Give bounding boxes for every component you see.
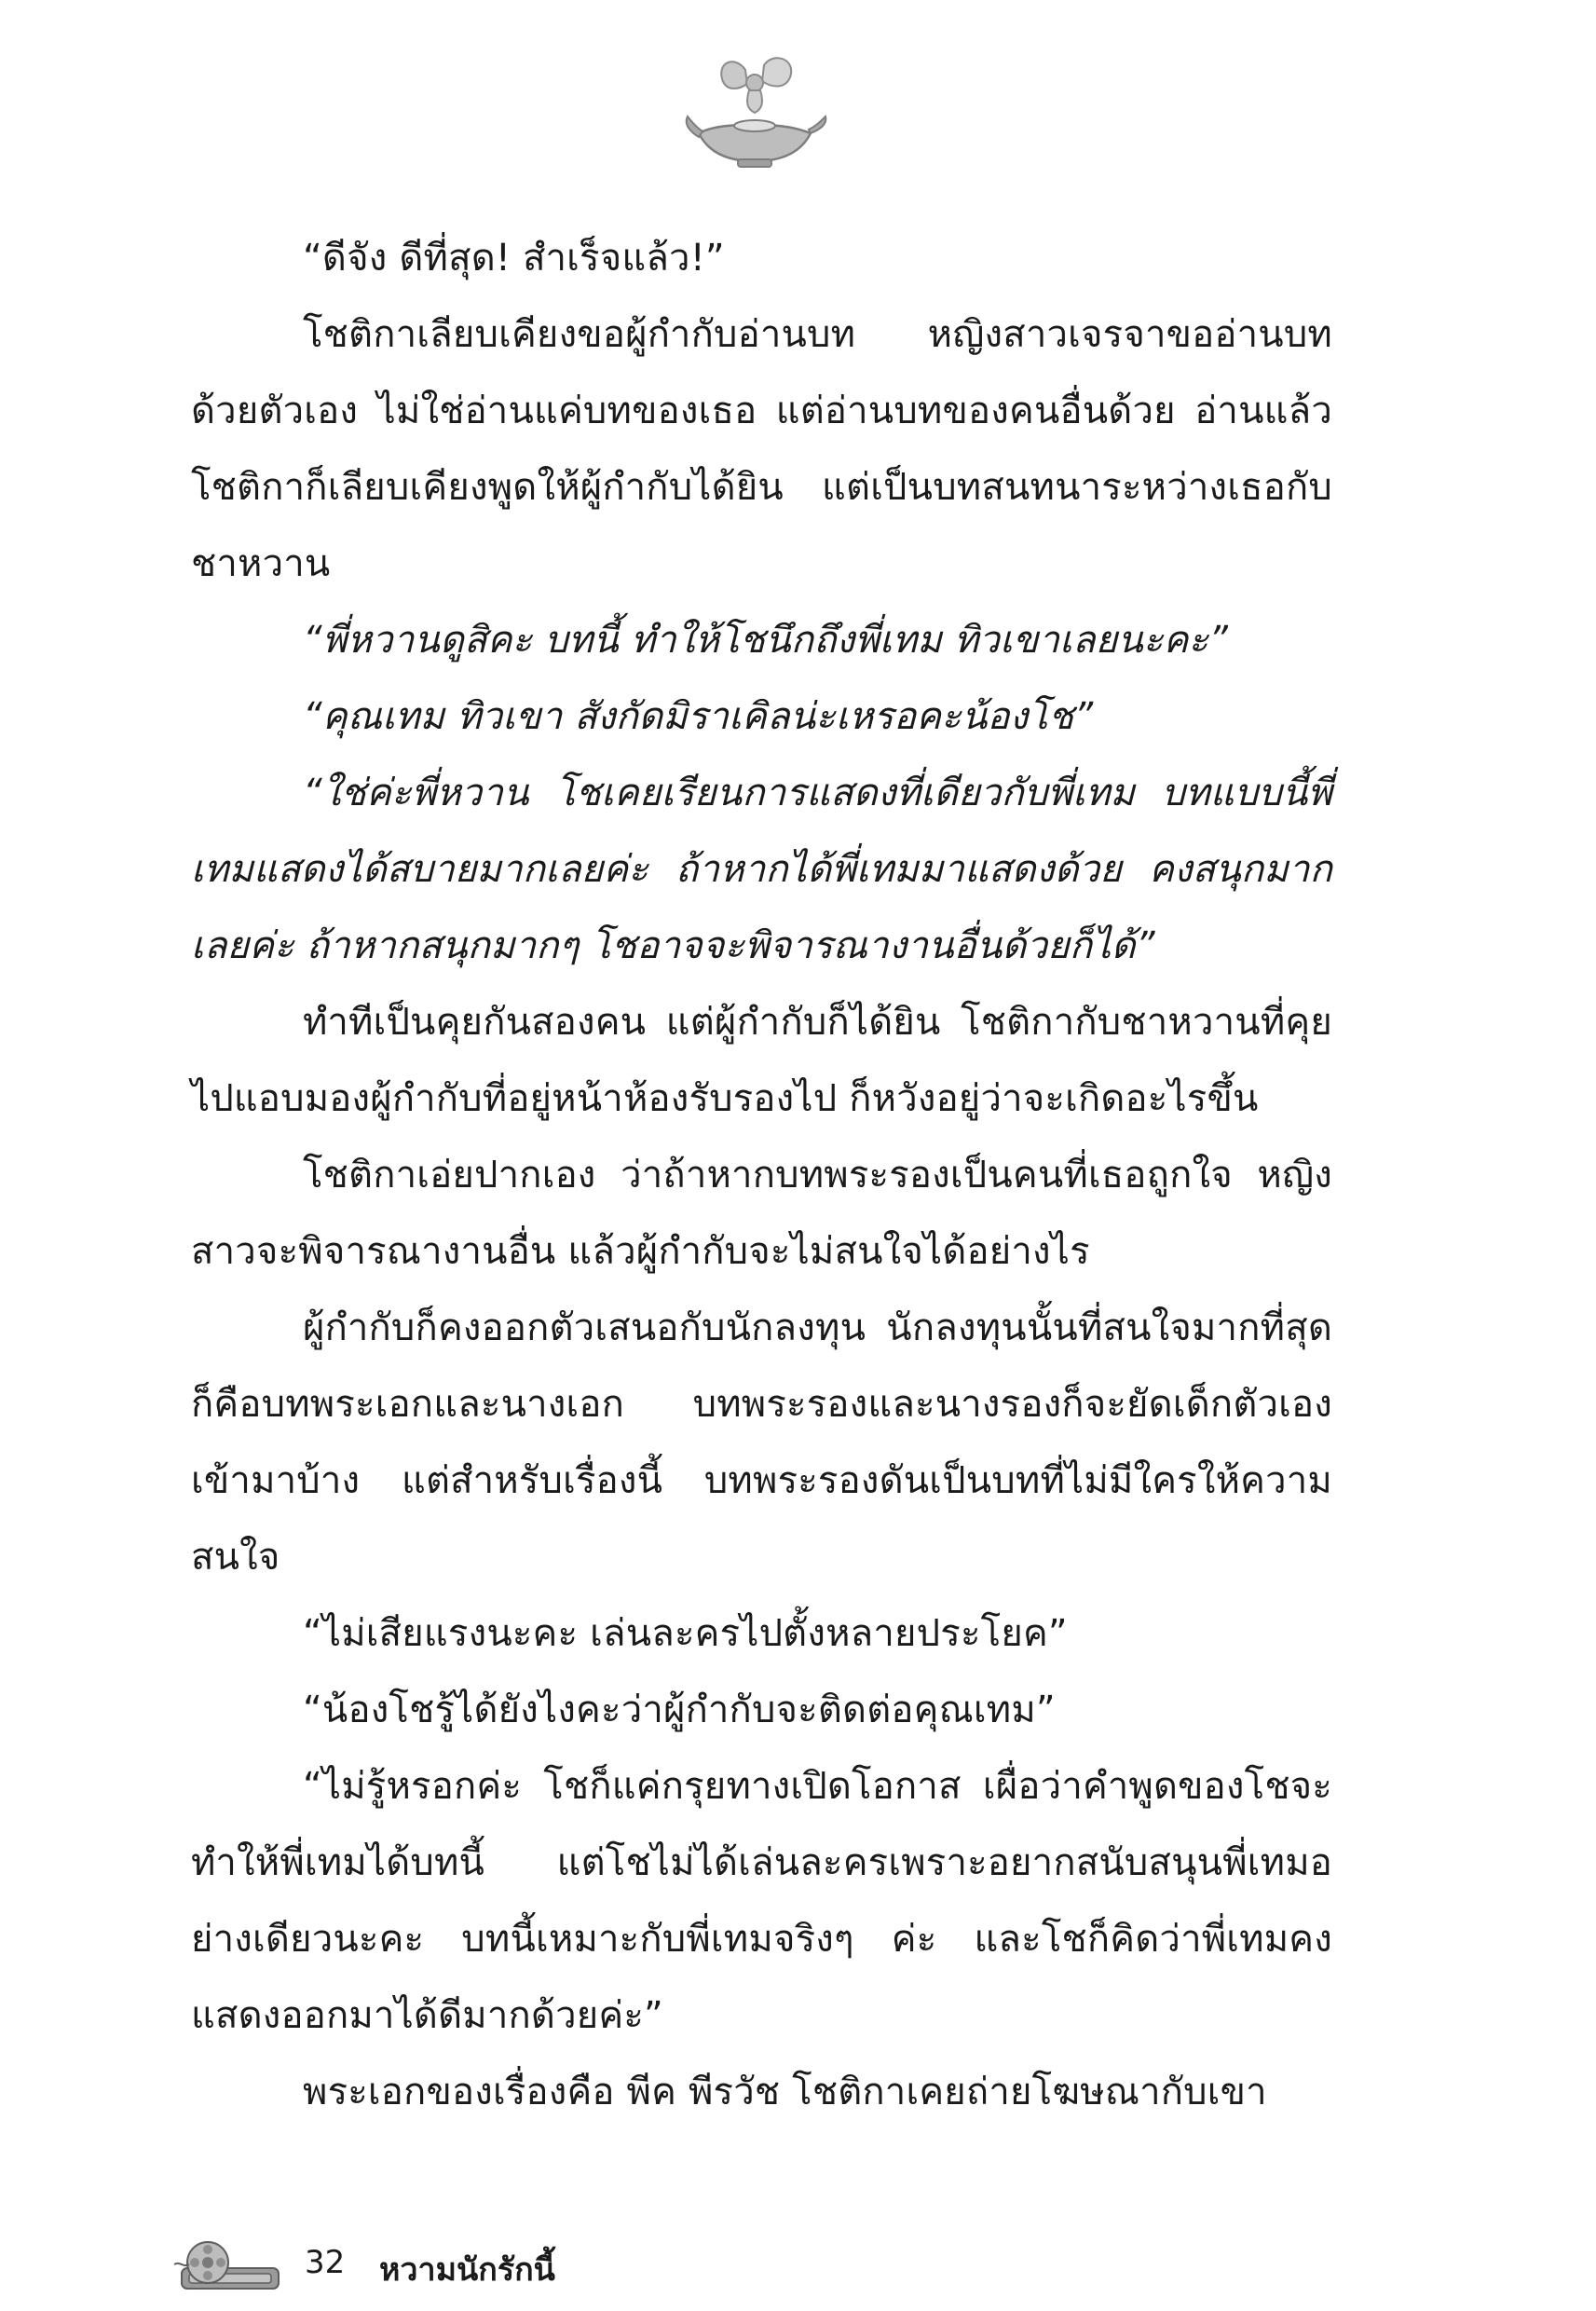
film-reel-icon: [172, 2236, 284, 2292]
paragraph: ทำทีเป็นคุยกันสองคน แต่ผู้กำกับก็ได้ยิน โชติกากับชาหวานที่คุยไปแอบมองผู้กำกับที่อยู่หน้าห้องรับรองไป ก็หวังอยู่ว่าจะเกิดอะไรขึ้น: [191, 1001, 1332, 1120]
paragraph: พระเอกของเรื่องคือ พีค พีรวัช โชติกาเคยถ่ายโฆษณากับเขา: [303, 2071, 1267, 2113]
paragraph: โชติกาเอ่ยปากเอง ว่าถ้าหากบทพระรองเป็นคนที่เธอถูกใจ หญิงสาวจะพิจารณางานอื่น แล้วผู้กำกับจะไม่สนใจได้อย่างไร: [191, 1154, 1332, 1273]
body-text: [191, 220, 1332, 2130]
cupid-lamp-icon: [680, 51, 829, 172]
paragraph: “คุณเทม ทิวเขา สังกัดมิราเคิลน่ะเหรอคะน้องโช”: [303, 695, 1094, 738]
page-footer: [172, 2236, 825, 2302]
paragraph: “ดีจัง ดีที่สุด! สำเร็จแล้ว!”: [303, 237, 725, 280]
paragraph: “พี่หวานดูสิคะ บทนี้ ทำให้โชนึกถึงพี่เทม ทิวเขาเลยนะคะ”: [303, 619, 1229, 662]
paragraph: “น้องโชรู้ได้ยังไงคะว่าผู้กำกับจะติดต่อคุณเทม”: [303, 1689, 1056, 1731]
paragraph: ผู้กำกับก็คงออกตัวเสนอกับนักลงทุน นักลงทุนนั้นที่สนใจมากที่สุดก็คือบทพระเอกและนางเอก บทพระรองและนางรองก็จะยัดเด็กตัวเองเข้ามาบ้าง แต่สำหรับเรื่องนี้ บทพระรองดันเป็นบทที่ไม่มีใครให้ความสนใจ: [191, 1306, 1332, 1579]
paragraph: โชติกาเลียบเคียงขอผู้กำกับอ่านบท หญิงสาวเจรจาขออ่านบทด้วยตัวเอง ไม่ใช่อ่านแค่บทของเธอ แต่อ่านบทของคนอื่นด้วย อ่านแล้วโชติกาก็เลียบเคียงพูดให้ผู้กำกับได้ยิน แต่เป็นบทสนทนาระหว่างเธอกับชาหวาน: [191, 313, 1332, 585]
page-number: 32: [305, 2244, 346, 2281]
paragraph: “ไม่เสียแรงนะคะ เล่นละครไปตั้งหลายประโยค”: [303, 1612, 1068, 1655]
paragraph: “ไม่รู้หรอกค่ะ โชก็แค่กรุยทางเปิดโอกาส เผื่อว่าคำพูดของโชจะทำให้พี่เทมได้บทนี้ แต่โชไม่ได้เล่นละครเพราะอยากสนับสนุนพี่เทมอย่างเดียวนะคะ บทนี้เหมาะกับพี่เทมจริงๆ ค่ะ และโชก็คิดว่าพี่เทมคงแสดงออกมาได้ดีมากด้วยค่ะ”: [191, 1765, 1332, 2037]
paragraph: “ใช่ค่ะพี่หวาน โชเคยเรียนการแสดงที่เดียวกับพี่เทม บทแบบนี้พี่เทมแสดงได้สบายมากเลยค่ะ ถ้าหากได้พี่เทมมาแสดงด้วย คงสนุกมากเลยค่ะ ถ้าหากสนุกมากๆ โชอาจจะพิจารณางานอื่นด้วยก็ได้”: [191, 772, 1332, 967]
book-title: หวามนักรักนี้: [379, 2251, 555, 2289]
